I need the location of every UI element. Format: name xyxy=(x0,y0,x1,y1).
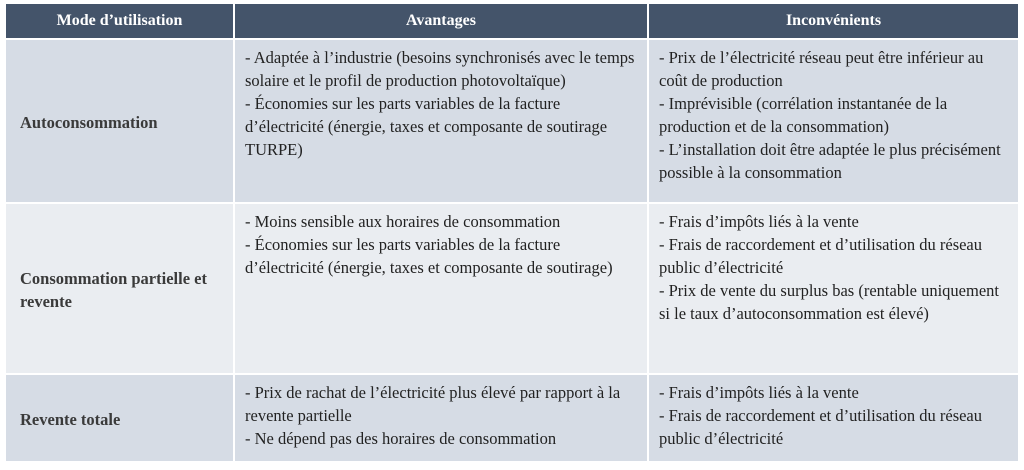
advantage-item: - Ne dépend pas des horaires de consommation xyxy=(245,429,557,448)
table-row-consommation-partielle xyxy=(6,203,1018,374)
disadvantage-item: - Imprévisible (corrélation instantanée de la production et de la consommation) xyxy=(659,94,948,136)
disadvantage-item: - Frais de raccordement et d’utilisation du réseau public d’électricité xyxy=(659,235,983,277)
advantages-cell xyxy=(234,374,648,461)
disadvantages-cell xyxy=(648,39,1018,203)
mode-cell: Revente totale xyxy=(6,374,234,461)
advantage-item: - Adaptée à l’industrie (besoins synchronisés avec le temps solaire et le profil de production photovoltaïque) xyxy=(245,48,635,90)
header-disadvantages: Inconvénients xyxy=(648,4,1018,39)
disadvantage-item: - Frais d’impôts liés à la vente xyxy=(659,383,859,402)
disadvantage-item: - Prix de vente du surplus bas (rentable uniquement si le taux d’autoconsommation est élevé) xyxy=(659,281,999,323)
advantages-cell xyxy=(234,203,648,374)
advantage-item: - Économies sur les parts variables de la facture d’électricité (énergie, taxes et composante de soutirage TURPE) xyxy=(245,94,608,159)
advantage-item: - Moins sensible aux horaires de consommation xyxy=(245,212,561,231)
disadvantages-cell xyxy=(648,203,1018,374)
comparison-table-container xyxy=(6,4,1018,461)
disadvantage-item: - L’installation doit être adaptée le plus précisément possible à la consommation xyxy=(659,140,1001,182)
disadvantage-item: - Prix de l’électricité réseau peut être inférieur au coût de production xyxy=(659,48,984,90)
header-mode: Mode d’utilisation xyxy=(6,4,234,39)
mode-cell: Autoconsommation xyxy=(6,39,234,203)
header-advantages: Avantages xyxy=(234,4,648,39)
table-row-revente-totale xyxy=(6,374,1018,461)
disadvantage-item: - Frais de raccordement et d’utilisation du réseau public d’électricité xyxy=(659,406,983,448)
advantages-cell xyxy=(234,39,648,203)
table-header-row xyxy=(6,4,1018,39)
comparison-table xyxy=(6,4,1018,461)
table-row-autoconsommation xyxy=(6,39,1018,203)
disadvantage-item: - Frais d’impôts liés à la vente xyxy=(659,212,859,231)
mode-cell: Consommation partielle et revente xyxy=(6,203,234,374)
advantage-item: - Économies sur les parts variables de la facture d’électricité (énergie, taxes et composante de soutirage) xyxy=(245,235,613,277)
advantage-item: - Prix de rachat de l’électricité plus élevé par rapport à la revente partielle xyxy=(245,383,621,425)
disadvantages-cell xyxy=(648,374,1018,461)
